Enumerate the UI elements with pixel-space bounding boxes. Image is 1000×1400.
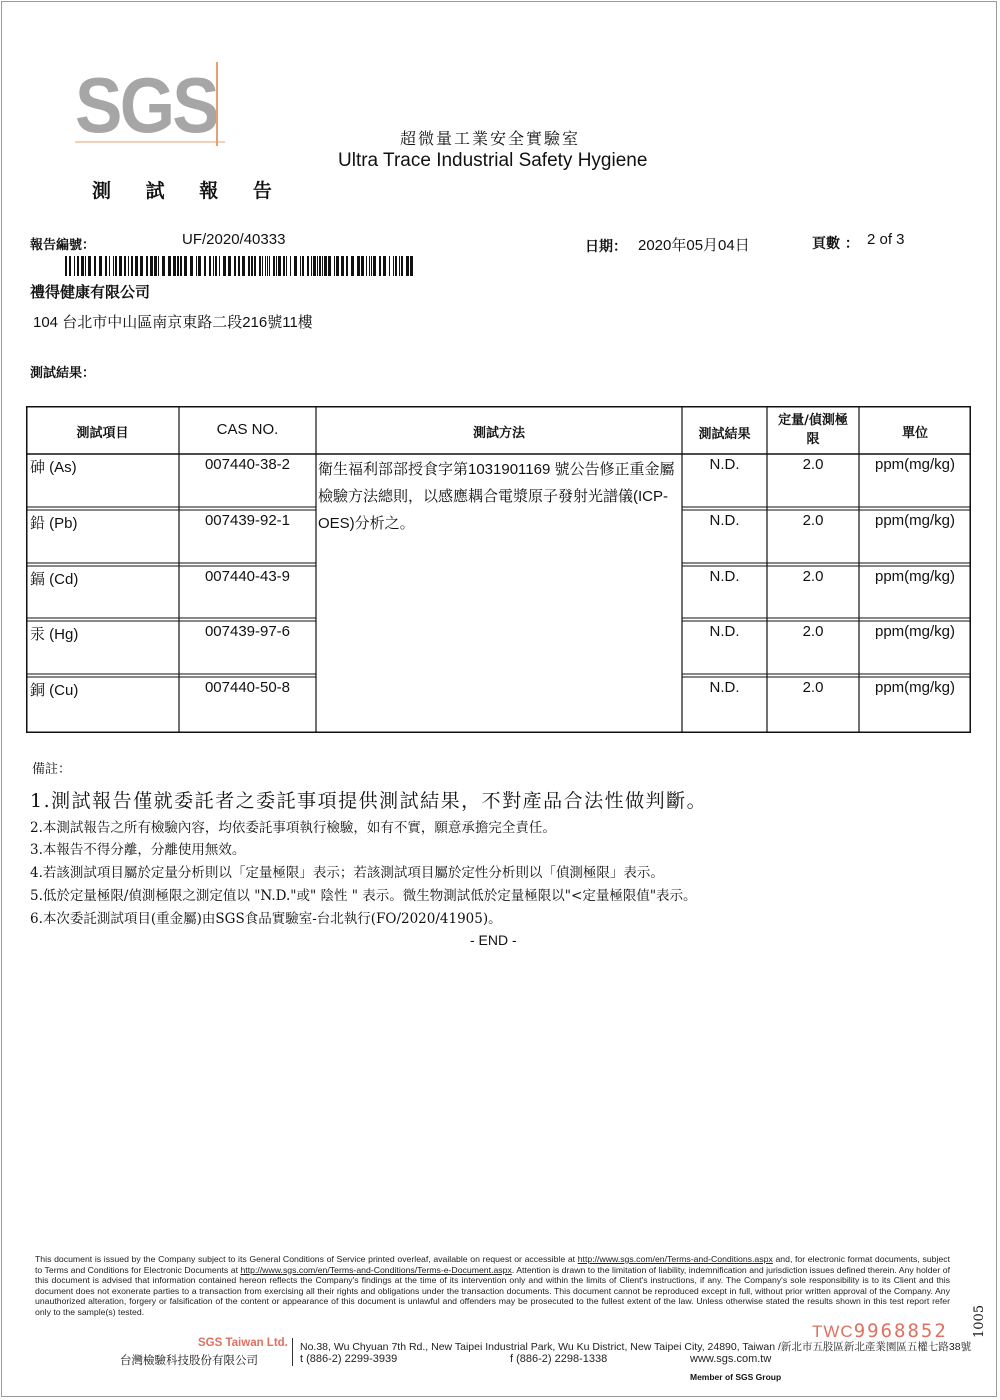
barcode-bar [223, 256, 226, 276]
barcode-bar [248, 256, 250, 276]
barcode-bar [85, 256, 86, 276]
report-title: 測 試 報 告 [92, 180, 286, 202]
barcode-bar [228, 256, 231, 276]
row-cas-no: 007440-50-8 [204, 679, 291, 696]
end-marker: - END - [470, 932, 517, 948]
barcode-bar [234, 256, 236, 276]
header-unit: 單位 [901, 426, 928, 441]
barcode-bar [213, 256, 214, 276]
barcode-bar [65, 256, 67, 276]
barcode-bar [135, 256, 138, 276]
barcode-bar [184, 256, 187, 276]
barcode-bar [269, 256, 270, 276]
barcode-bar [311, 256, 312, 276]
barcode-bar [128, 256, 129, 276]
barcode-bar [162, 256, 165, 276]
notes-label: 備註： [32, 762, 72, 777]
barcode-bar [215, 256, 217, 276]
client-address: 104 台北市中山區南京東路二段216號11樓 [33, 314, 313, 331]
barcode-bar [158, 256, 159, 276]
row-test-item: 汞 (Hg) [30, 626, 79, 643]
barcode-bar [395, 256, 397, 276]
barcode-bar [324, 256, 327, 276]
page-value: 2 of 3 [867, 231, 905, 248]
header-limit: 定量/偵測極限 [778, 413, 848, 447]
row-unit: ppm(mg/kg) [874, 512, 956, 529]
row-test-item: 鉛 (Pb) [30, 515, 78, 532]
barcode-bar [307, 256, 309, 276]
note-1: 1.測試報告僅就委託者之委託事項提供測試結果，不對產品合法性做判斷。 [30, 790, 708, 812]
page-label: 頁數 ： [812, 236, 859, 252]
report-no-value: UF/2020/40333 [182, 231, 286, 248]
footer-divider [292, 1338, 293, 1366]
barcode-bar [140, 256, 143, 276]
barcode-bar [262, 256, 263, 276]
barcode-bar [146, 256, 148, 276]
row-test-item: 砷 (As) [30, 459, 77, 476]
barcode-bar [69, 256, 71, 276]
barcode-bar [88, 256, 91, 276]
barcode-bar [177, 256, 179, 276]
barcode-bar [410, 256, 413, 276]
barcode [65, 256, 413, 276]
sgs-company-en: SGS Taiwan Ltd. [198, 1337, 288, 1349]
lab-name-zh: 超微量工業安全實驗室 [400, 129, 581, 148]
terms-link[interactable]: http://www.sgs.com/en/Terms-and-Conditions.aspx [577, 1254, 773, 1264]
barcode-bar [242, 256, 245, 276]
sgs-company-zh: 台灣檢驗科技股份有限公司 [120, 1353, 258, 1367]
barcode-bar [265, 256, 266, 276]
side-number: 1005 [972, 1304, 987, 1338]
barcode-bar [276, 256, 277, 276]
barcode-bar [319, 256, 321, 276]
note-6: 6.本次委託測試項目(重金屬)由SGS食品實驗室-台北執行(FO/2020/41905)。 [30, 911, 502, 927]
barcode-bar [361, 256, 364, 276]
barcode-bar [238, 256, 240, 276]
barcode-bar [219, 256, 220, 276]
header-test-result: 測試結果 [698, 427, 751, 442]
barcode-bar [180, 256, 182, 276]
barcode-bar [371, 256, 372, 276]
barcode-bar [406, 256, 409, 276]
barcode-bar [251, 256, 253, 276]
barcode-bar [313, 256, 316, 276]
barcode-bar [290, 256, 291, 276]
footer-tel: t (886-2) 2299-3939 [300, 1353, 398, 1365]
barcode-bar [113, 256, 114, 276]
note-4: 4.若該測試項目屬於定量分析則以「定量極限」表示；若該測試項目屬於定性分析則以「偵測極限」表示。 [30, 865, 664, 881]
row-result: N.D. [709, 679, 740, 696]
barcode-bar [341, 256, 344, 276]
barcode-bar [366, 256, 367, 276]
row-result: N.D. [709, 623, 740, 640]
barcode-bar [286, 256, 287, 276]
barcode-bar [124, 256, 126, 276]
barcode-bar [346, 256, 348, 276]
barcode-bar [300, 256, 301, 276]
barcode-bar [204, 256, 206, 276]
footer-address: No.38, Wu Chyuan 7th Rd., New Taipei Industrial Park, Wu Ku District, New Taipei City, 24890, Taiwan /新北市五股區新北產業園區五權七路38號 [300, 1341, 972, 1353]
header-test-item: 測試項目 [76, 426, 129, 441]
barcode-bar [278, 256, 281, 276]
note-3: 3.本報告不得分離，分離使用無效。 [30, 842, 246, 858]
barcode-bar [273, 256, 275, 276]
row-cas-no: 007439-92-1 [204, 512, 291, 529]
barcode-bar [109, 256, 110, 276]
barcode-bar [81, 256, 84, 276]
barcode-bar [150, 256, 153, 276]
results-label: 測試結果： [30, 366, 96, 381]
svg-text:SGS: SGS [75, 62, 217, 146]
row-test-item: 鎘 (Cd) [30, 571, 79, 588]
row-result: N.D. [709, 512, 740, 529]
barcode-bar [294, 256, 297, 276]
barcode-bar [209, 256, 211, 276]
barcode-bar [173, 256, 176, 276]
row-limit: 2.0 [802, 512, 824, 529]
row-unit: ppm(mg/kg) [874, 568, 956, 585]
barcode-bar [336, 256, 339, 276]
report-no-label: 報告編號： [30, 238, 96, 253]
barcode-bar [399, 256, 400, 276]
barcode-bar [401, 256, 403, 276]
lab-name-en: Ultra Trace Industrial Safety Hygiene [338, 150, 648, 171]
barcode-bar [393, 256, 394, 276]
barcode-bar [379, 256, 381, 276]
client-company: 禮得健康有限公司 [30, 284, 151, 301]
barcode-bar [334, 256, 335, 276]
barcode-bar [369, 256, 370, 276]
row-limit: 2.0 [802, 568, 824, 585]
barcode-bar [154, 256, 157, 276]
row-result: N.D. [709, 456, 740, 473]
row-unit: ppm(mg/kg) [874, 456, 956, 473]
barcode-bar [115, 256, 117, 276]
barcode-bar [302, 256, 304, 276]
barcode-bar [94, 256, 96, 276]
date-value: 2020年05月04日 [638, 237, 750, 254]
barcode-bar [259, 256, 261, 276]
row-unit: ppm(mg/kg) [874, 679, 956, 696]
row-unit: ppm(mg/kg) [874, 623, 956, 640]
barcode-bar [196, 256, 197, 276]
note-5: 5.低於定量極限/偵測極限之測定值以 "N.D."或" 陰性 " 表示。微生物測試低於定量極限以"<定量極限值"表示。 [30, 888, 697, 904]
note-2: 2.本測試報告之所有檢驗內容，均依委託事項執行檢驗，如有不實，願意承擔完全責任。 [30, 820, 556, 836]
barcode-bar [198, 256, 201, 276]
e-document-terms-link[interactable]: http://www.sgs.com/en/Terms-and-Conditions/Terms-e-Document.aspx [240, 1264, 512, 1275]
twc-serial: TWC9968852 [812, 1320, 948, 1342]
test-method-text: 衛生福利部部授食字第1031901169 號公告修正重金屬檢驗方法總則，以感應耦合電漿原子發射光譜儀(ICP-OES)分析之。 [318, 461, 675, 532]
legal-disclaimer: This document is issued by the Company subject to its General Conditions of Service printed overleaf, available on request or accessible at http://www.sgs.com/en/Terms-and-Conditions.aspx and, for electronic format documents, subject to Terms and Conditions for Electronic Documents at http://www.sgs.com/en/Terms-and-Conditions/Terms-e-Document.aspx. Attention is drawn to the limitation of liability, indemnification and jurisdiction issues defined therein. Any holder of this document is advised that information contained hereon reflects the Company's findings at the time of its intervention only and within the limits of Client's instructions, if any. The Company's sole responsibility is to its Client and this document does not exonerate parties to a transaction from exercising all their rights and obligations under the transaction documents. This document cannot be reproduced except in full, without prior written approval of the Company. Any unauthorized alteration, forgery or falsification of the content or appearance of this document is unlawful and offenders may be prosecuted to the fullest extent of the law. Unless otherwise stated the results shown in this test report refer only to the sample(s) tested. [35, 1254, 950, 1317]
barcode-bar [168, 256, 171, 276]
header-cas-no: CAS NO. [216, 421, 279, 438]
barcode-bar [131, 256, 133, 276]
sgs-logo [75, 62, 225, 146]
barcode-bar [383, 256, 386, 276]
footer-fax: f (886-2) 2298-1338 [510, 1353, 608, 1365]
barcode-bar [373, 256, 376, 276]
row-limit: 2.0 [802, 623, 824, 640]
barcode-bar [119, 256, 122, 276]
barcode-bar [254, 256, 256, 276]
row-cas-no: 007439-97-6 [204, 623, 291, 640]
row-test-item: 銅 (Cu) [30, 682, 79, 699]
header-test-method: 測試方法 [472, 426, 525, 441]
date-label: 日期： [585, 239, 627, 255]
barcode-bar [351, 256, 354, 276]
row-limit: 2.0 [802, 679, 824, 696]
barcode-bar [105, 256, 107, 276]
footer-website[interactable]: www.sgs.com.tw [690, 1353, 772, 1365]
barcode-bar [317, 256, 318, 276]
barcode-bar [267, 256, 268, 276]
barcode-bar [322, 256, 323, 276]
member-of-sgs: Member of SGS Group [690, 1372, 782, 1382]
barcode-bar [283, 256, 285, 276]
barcode-bar [389, 256, 390, 276]
row-cas-no: 007440-38-2 [204, 456, 291, 473]
barcode-bar [190, 256, 193, 276]
barcode-bar [74, 256, 75, 276]
row-result: N.D. [709, 568, 740, 585]
row-cas-no: 007440-43-9 [204, 568, 291, 585]
barcode-bar [77, 256, 79, 276]
barcode-bar [99, 256, 102, 276]
barcode-bar [357, 256, 360, 276]
barcode-bar [328, 256, 331, 276]
row-limit: 2.0 [802, 456, 824, 473]
